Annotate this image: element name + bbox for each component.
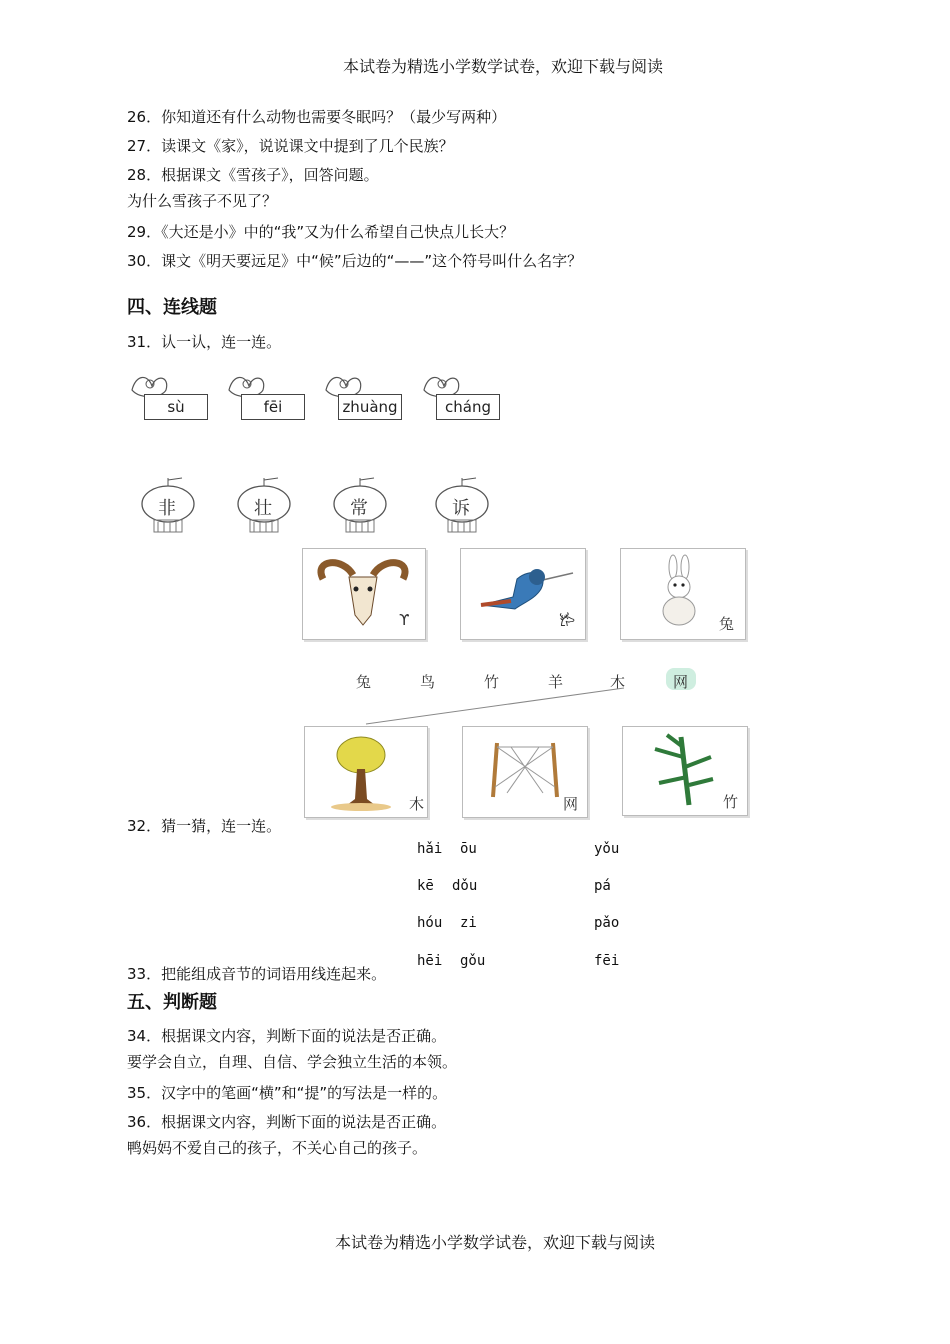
pinyin-right-1: yǒu — [594, 841, 620, 857]
pinyin-left-2b: dǒu — [452, 878, 478, 894]
question-36-sub: 鸭妈妈不爱自己的孩子，不关心自己的孩子。 — [127, 1139, 428, 1157]
question-28-sub: 为什么雪孩子不见了？ — [127, 192, 278, 210]
lantern-character: 非 — [158, 498, 176, 519]
pinyin-card — [418, 370, 500, 426]
pinyin-card — [320, 370, 402, 426]
picture-card-tree — [304, 726, 428, 818]
question-28: 28．根据课文《雪孩子》，回答问题。 — [127, 166, 379, 184]
pinyin-box: fēi — [241, 394, 305, 420]
word-item: 鸟 — [420, 673, 436, 691]
page-footer: 本试卷为精选小学数学试卷，欢迎下载与阅读 — [335, 1233, 656, 1252]
question-34-sub: 要学会自立，自理、自信、学会独立生活的本领。 — [127, 1053, 458, 1071]
pinyin-box: zhuàng — [338, 394, 402, 420]
pinyin-left-3a: hóu — [417, 915, 443, 931]
section-title-5: 五、判断题 — [127, 992, 217, 1013]
pinyin-card — [126, 370, 208, 426]
question-29: 29．《大还是小》中的“我”又为什么希望自己快点儿长大？ — [127, 223, 515, 241]
question-30: 30．课文《明天要远足》中“候”后边的“——”这个符号叫什么名字？ — [127, 252, 583, 270]
ancient-script: 兔 — [719, 615, 735, 633]
lantern — [432, 476, 492, 536]
question-31: 31．认一认，连一连。 — [127, 333, 282, 351]
word-item: 木 — [610, 673, 626, 691]
ancient-script: 竹 — [723, 793, 739, 811]
section-title-4: 四、连线题 — [127, 297, 217, 318]
picture-card-net — [462, 726, 588, 818]
question-35: 35．汉字中的笔画“横”和“提”的写法是一样的。 — [127, 1084, 448, 1102]
lantern-character: 诉 — [452, 498, 470, 519]
ancient-script: ϒ — [399, 611, 410, 629]
pinyin-left-3b: zi — [460, 915, 477, 931]
picture-card-bamboo — [622, 726, 748, 816]
pinyin-right-2: pá — [594, 878, 611, 894]
lantern — [138, 476, 198, 536]
question-32: 32．猜一猜，连一连。 — [127, 817, 282, 835]
question-33: 33．把能组成音节的词语用线连起来。 — [127, 965, 387, 983]
question-27: 27．读课文《家》，说说课文中提到了几个民族？ — [127, 137, 454, 155]
question-26: 26．你知道还有什么动物也需要冬眠吗？（最少写两种） — [127, 108, 507, 126]
pinyin-right-3: pǎo — [594, 915, 620, 931]
pinyin-left-4b: gǒu — [460, 953, 486, 969]
pinyin-left-1a: hǎi — [417, 841, 443, 857]
lantern — [234, 476, 294, 536]
pinyin-left-4a: hēi — [417, 953, 443, 969]
word-item: 竹 — [484, 673, 500, 691]
answer-connector-line — [360, 684, 630, 730]
ancient-script: 网 — [563, 795, 579, 813]
lantern-character: 壮 — [254, 498, 272, 519]
pinyin-box: sù — [144, 394, 208, 420]
question-34: 34．根据课文内容，判断下面的说法是否正确。 — [127, 1027, 447, 1045]
pinyin-card — [223, 370, 305, 426]
question-36: 36．根据课文内容，判断下面的说法是否正确。 — [127, 1113, 447, 1131]
pinyin-box: cháng — [436, 394, 500, 420]
pinyin-right-4: fēi — [594, 953, 620, 969]
picture-card-bird — [460, 548, 586, 640]
pinyin-left-2a: kē — [417, 878, 434, 894]
picture-card-rabbit — [620, 548, 746, 640]
word-item: 兔 — [356, 673, 372, 691]
word-item: 羊 — [548, 673, 564, 691]
picture-card-goat — [302, 548, 426, 640]
pinyin-left-1b: ōu — [460, 841, 477, 857]
word-item: 网 — [673, 673, 689, 691]
ancient-script: 𐂂 — [559, 612, 575, 630]
lantern-character: 常 — [350, 498, 368, 519]
page-header: 本试卷为精选小学数学试卷，欢迎下载与阅读 — [343, 57, 664, 76]
lantern — [330, 476, 390, 536]
ancient-script: 木 — [409, 795, 425, 813]
